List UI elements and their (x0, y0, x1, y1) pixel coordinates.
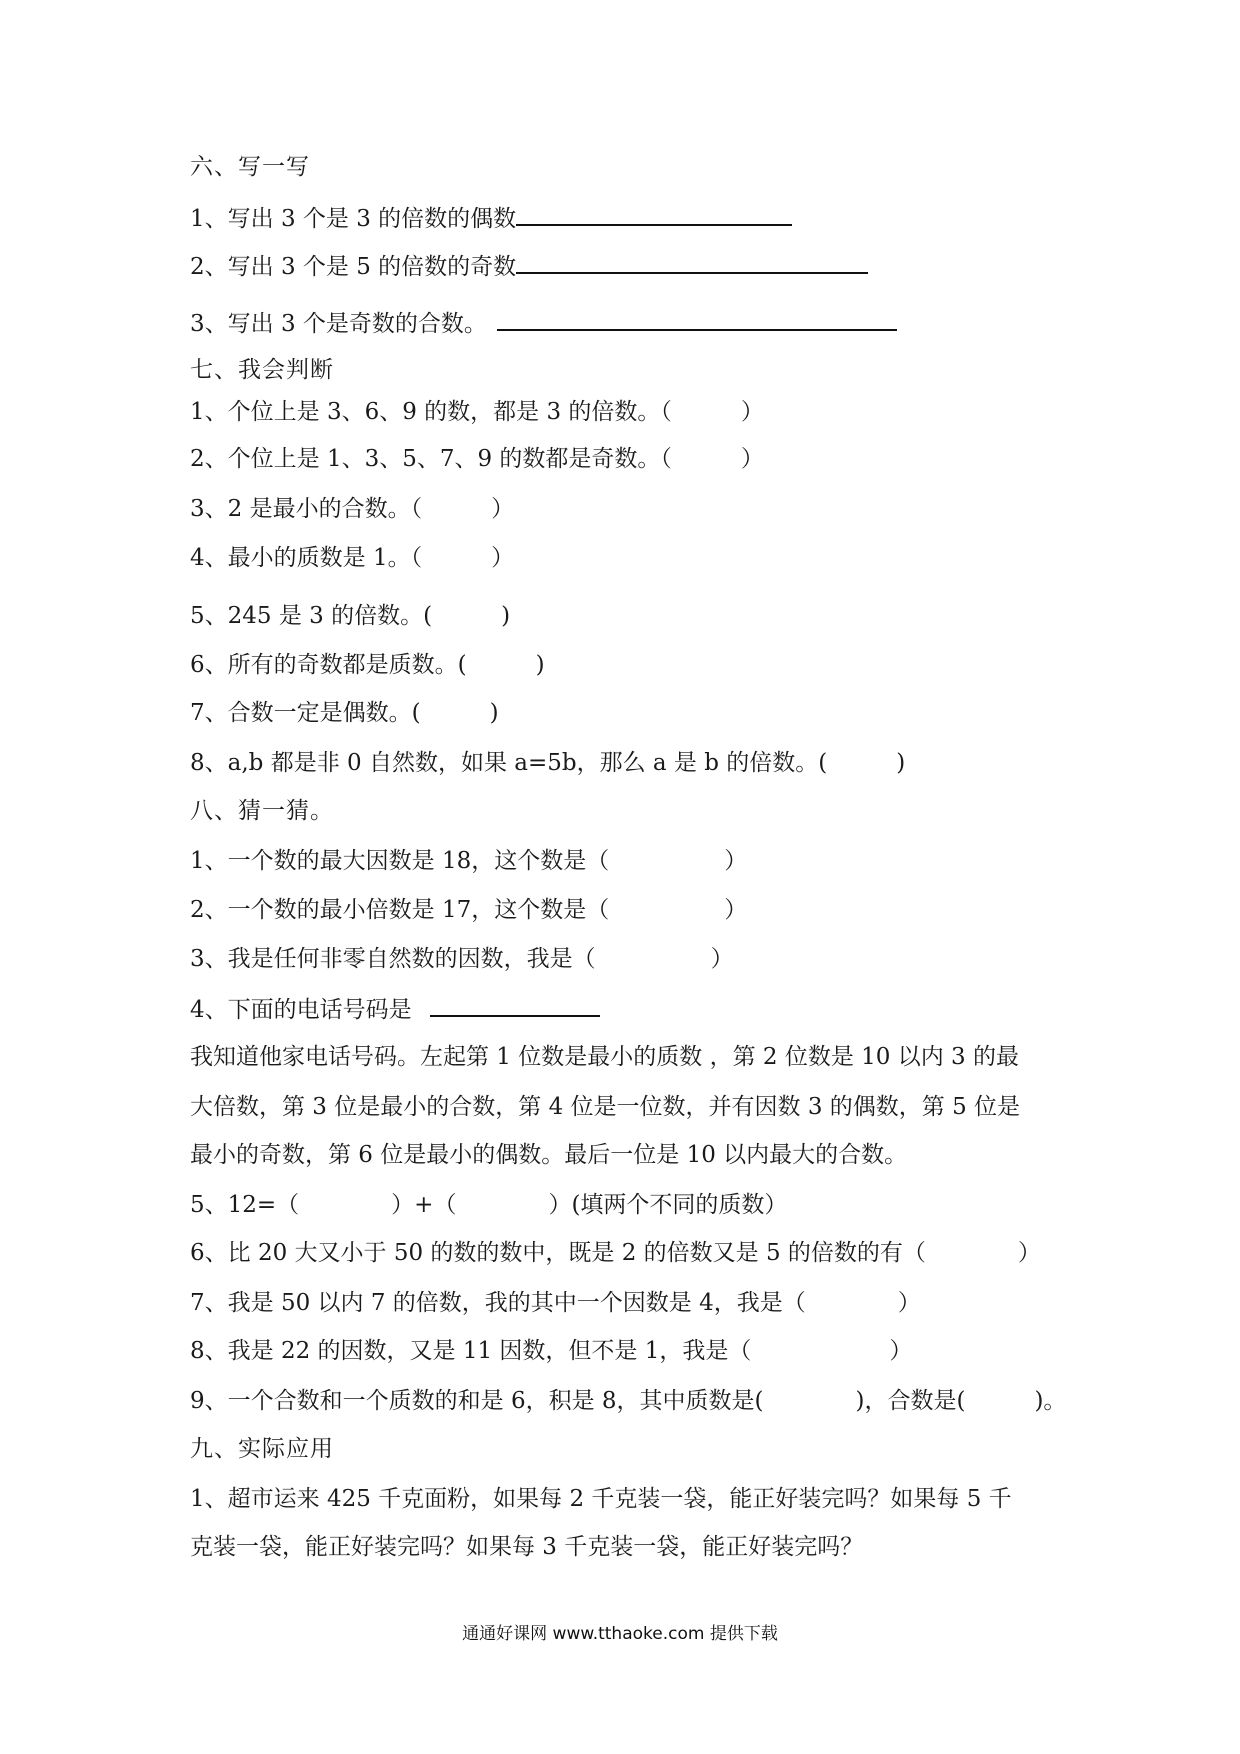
question-9-1-line-1: 1、超市运来 425 千克面粉，如果每 2 千克装一袋，能正好装完吗？如果每 5 千 (190, 1486, 1012, 1512)
question-8-5: 5、12=（ ）+（ ）(填两个不同的质数） (190, 1192, 788, 1218)
question-8-8: 8、我是 22 的因数，又是 11 因数，但不是 1，我是（ ） (190, 1338, 913, 1364)
question-6-2 (190, 250, 868, 282)
question-text: 3、写出 3 个是奇数的合数。 (190, 311, 487, 337)
section-8-title: 八、猜一猜。 (190, 798, 334, 824)
section-7-title: 七、我会判断 (190, 357, 334, 383)
question-8-2: 2、一个数的最小倍数是 17，这个数是（ ） (190, 897, 748, 923)
question-8-7: 7、我是 50 以内 7 的倍数，我的其中一个因数是 4，我是（ ） (190, 1290, 921, 1316)
answer-blank[interactable] (516, 202, 792, 226)
question-6-3 (190, 307, 897, 339)
question-8-9: 9、一个合数和一个质数的和是 6，积是 8，其中质数是( )，合数是( )。 (190, 1388, 1067, 1414)
question-text: 4、下面的电话号码是 (190, 997, 412, 1023)
paragraph-line-2: 大倍数，第 3 位是最小的合数，第 4 位是一位数，并有因数 3 的偶数，第 5 位是 (190, 1094, 1021, 1120)
question-7-8: 8、a,b 都是非 0 自然数，如果 a=5b，那么 a 是 b 的倍数。( ) (190, 750, 906, 776)
question-8-4 (190, 993, 600, 1025)
answer-blank[interactable] (516, 250, 868, 274)
section-6-title: 六、写一写 (190, 154, 310, 180)
answer-blank[interactable] (497, 307, 897, 331)
question-8-1: 1、一个数的最大因数是 18，这个数是（ ） (190, 848, 748, 874)
section-9-title: 九、实际应用 (190, 1436, 334, 1462)
question-7-5: 5、245 是 3 的倍数。( ) (190, 603, 511, 629)
paragraph-line-3: 最小的奇数，第 6 位是最小的偶数。最后一位是 10 以内最大的合数。 (190, 1142, 908, 1168)
question-7-1: 1、个位上是 3、6、9 的数，都是 3 的倍数。（ ） (190, 399, 764, 425)
question-7-7: 7、合数一定是偶数。( ) (190, 700, 499, 726)
paragraph-line-1: 我知道他家电话号码。左起第 1 位数是最小的质数 ，第 2 位数是 10 以内 3 的最 (190, 1044, 1019, 1070)
footer-source: 通通好课网 www.tthaoke.com 提供下载 (462, 1624, 778, 1644)
question-8-6: 6、比 20 大又小于 50 的数的数中，既是 2 的倍数又是 5 的倍数的有（ ） (190, 1240, 1041, 1266)
question-6-1 (190, 202, 792, 234)
question-text: 1、写出 3 个是 3 的倍数的偶数 (190, 206, 517, 232)
question-7-3: 3、2 是最小的合数。（ ） (190, 496, 515, 522)
question-text: 2、写出 3 个是 5 的倍数的奇数 (190, 254, 517, 280)
answer-blank[interactable] (430, 993, 600, 1017)
question-8-3: 3、我是任何非零自然数的因数，我是（ ） (190, 946, 734, 972)
question-9-1-line-2: 克装一袋，能正好装完吗？如果每 3 千克装一袋，能正好装完吗？ (190, 1534, 864, 1560)
question-7-6: 6、所有的奇数都是质数。( ) (190, 652, 545, 678)
question-7-4: 4、最小的质数是 1。（ ） (190, 545, 515, 571)
question-7-2: 2、个位上是 1、3、5、7、9 的数都是奇数。（ ） (190, 446, 764, 472)
